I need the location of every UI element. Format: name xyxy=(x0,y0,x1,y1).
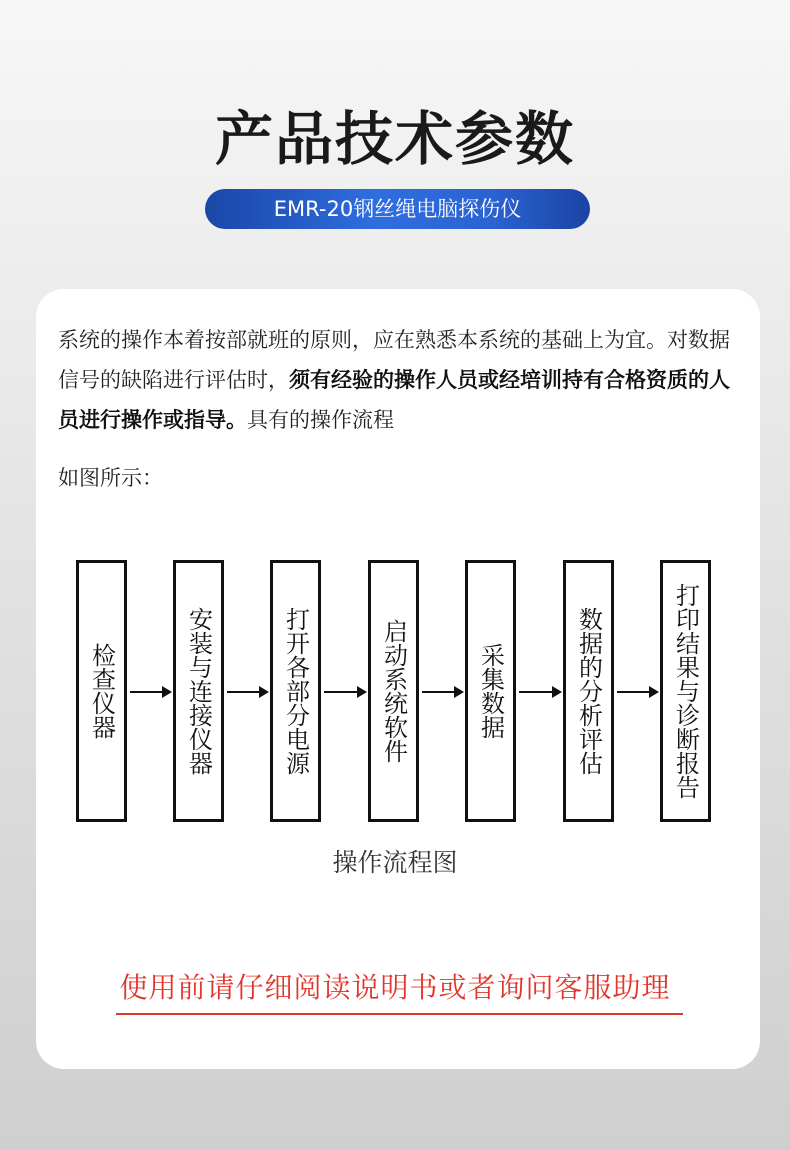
flow-step-3 xyxy=(270,560,321,822)
flow-arrow-1 xyxy=(130,691,170,693)
flow-step-label: 启动系统软件 xyxy=(379,619,408,763)
flow-step-4 xyxy=(368,560,419,822)
product-model-badge: EMR-20钢丝绳电脑探伤仪 xyxy=(205,189,590,229)
flow-step-7 xyxy=(660,560,711,822)
flow-step-label: 安装与连接仪器 xyxy=(184,607,213,775)
flow-step-5 xyxy=(465,560,516,822)
flow-arrow-2 xyxy=(227,691,267,693)
flow-step-1 xyxy=(76,560,127,822)
notice-underline xyxy=(116,1013,683,1015)
flowchart-caption: 操作流程图 xyxy=(332,848,458,877)
intro-text-part1: 系统的操作本着按部就班的原则，应在熟悉本系统的基础上为宜。对数据信号的缺陷进行评估时， xyxy=(58,328,730,392)
page-title: 产品技术参数 xyxy=(214,105,575,173)
intro-text-part2: 具有的操作流程 xyxy=(247,408,394,432)
flow-step-label: 数据的分析评估 xyxy=(574,607,603,775)
intro-text-emphasis: 须有经验的操作人员或经培训持有合格资质的人员进行操作或指导。 xyxy=(58,368,730,432)
flow-arrow-4 xyxy=(422,691,462,693)
usage-notice: 使用前请仔细阅读说明书或者询问客服助理 xyxy=(119,971,671,1004)
flow-arrow-5 xyxy=(519,691,560,693)
intro-paragraph xyxy=(58,320,748,440)
flow-arrow-6 xyxy=(617,691,657,693)
flow-step-label: 检查仪器 xyxy=(87,643,116,739)
flow-step-label: 采集数据 xyxy=(476,643,505,739)
flow-step-2 xyxy=(173,560,224,822)
flow-step-6 xyxy=(563,560,614,822)
as-shown-label: 如图所示： xyxy=(58,466,163,490)
flow-step-label: 打印结果与诊断报告 xyxy=(671,583,700,799)
flow-step-label: 打开各部分电源 xyxy=(281,607,310,775)
flow-arrow-3 xyxy=(324,691,365,693)
